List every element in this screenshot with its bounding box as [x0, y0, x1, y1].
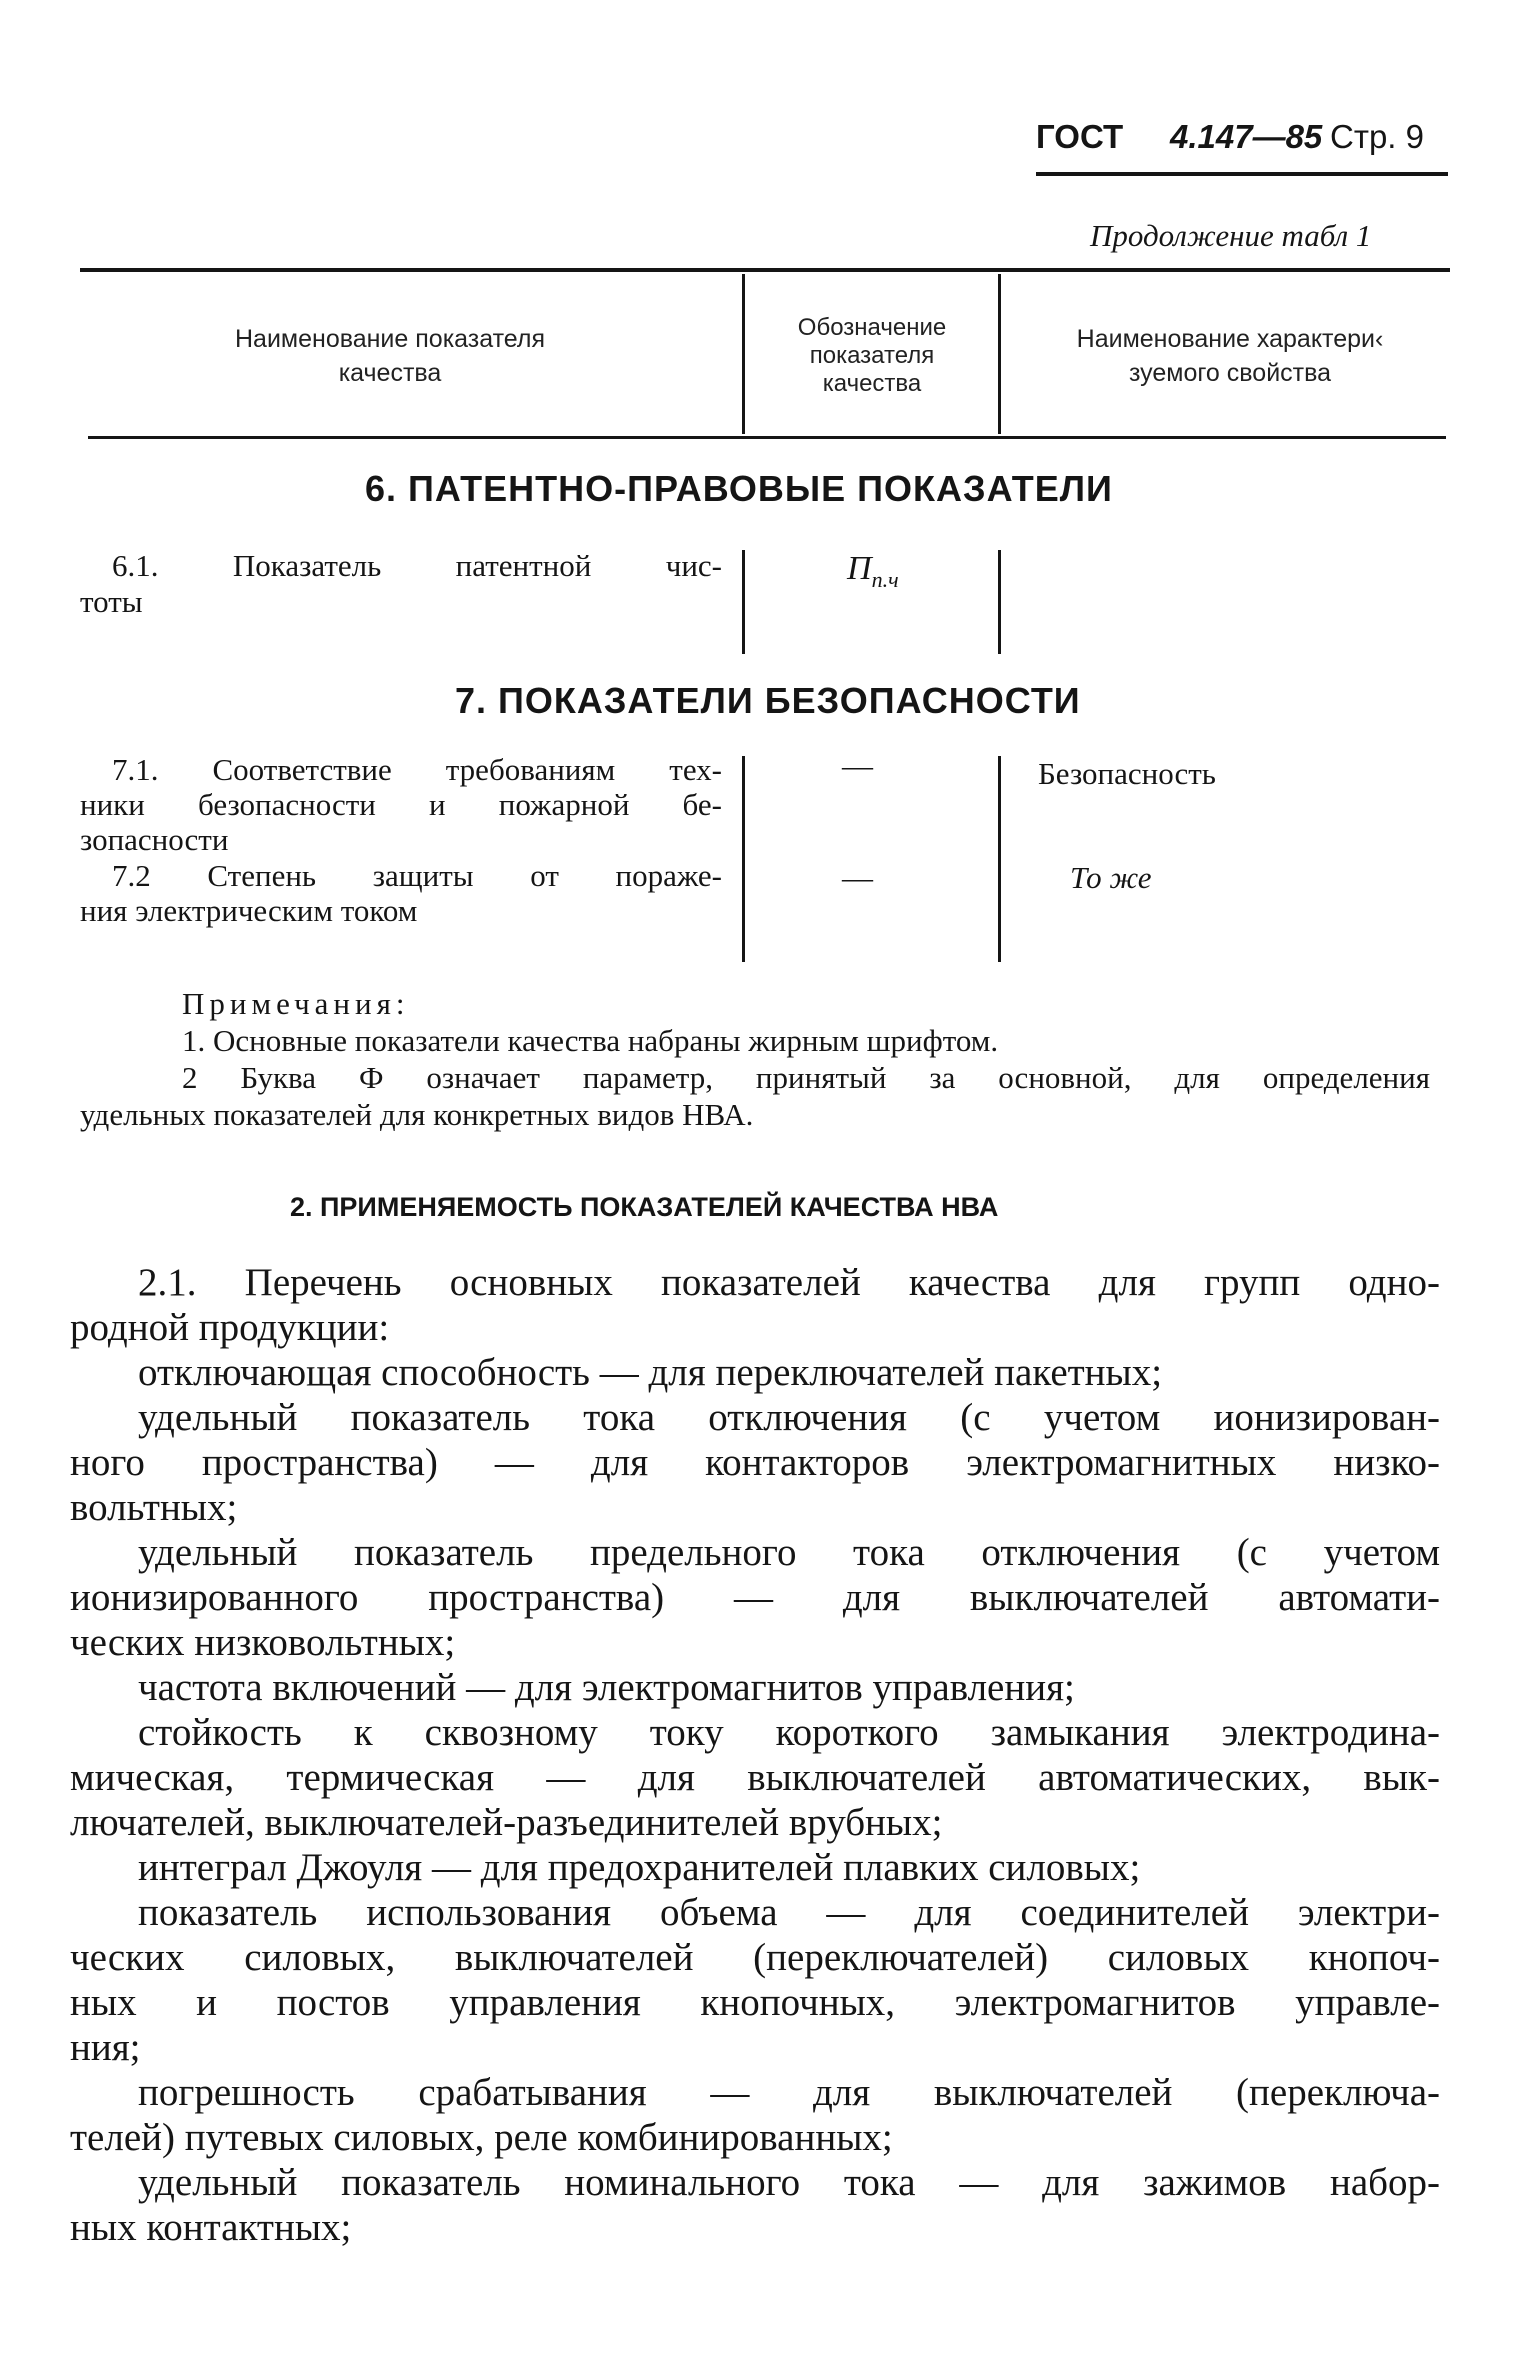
row-6-1-name-line: 6.1. Показатель патентной чис- — [112, 548, 722, 583]
column-header-line: Наименование показателя — [235, 325, 545, 353]
row-7-divider-2 — [998, 756, 1001, 962]
body-line: показатель использования объема — для соединителей электри- — [138, 1891, 1440, 1934]
body-line: мическая, термическая — для выключателей автоматических, вык- — [70, 1756, 1440, 1799]
row-6-1-name-line-2: тоты — [80, 584, 143, 619]
body-line: ческих силовых, выключателей (переключателей) силовых кнопоч- — [70, 1936, 1440, 1979]
section-heading-7: 7. ПОКАЗАТЕЛИ БЕЗОПАСНОСТИ — [455, 680, 1081, 721]
header-column-divider-1 — [742, 274, 745, 434]
column-header-line: Обозначение — [797, 314, 947, 341]
symbol-patent-purity: $П_{п.ч}$ — [847, 550, 899, 592]
column-header-line: Наименование характери‹ — [1076, 325, 1384, 353]
body-line: ния; — [70, 2026, 141, 2069]
body-line: частота включений — для электромагнитов управления; — [138, 1666, 1075, 1709]
row-7-divider-1 — [742, 756, 745, 962]
body-line: ных и постов управления кнопочных, электромагнитов управле- — [70, 1981, 1440, 2024]
body-line: погрешность срабатывания — для выключателей (переключа- — [138, 2071, 1440, 2114]
body-line: удельный показатель тока отключения (с учетом ионизирован- — [138, 1396, 1440, 1439]
row-6-divider-1 — [742, 550, 745, 654]
body-line: ионизированного пространства) — для выключателей автомати- — [70, 1576, 1440, 1619]
header-column-divider-2 — [998, 274, 1001, 434]
body-line: ческих низковольтных; — [70, 1621, 456, 1664]
row-7-2-name: 7.2 Степень защиты от пораже- ния электрическим током — [80, 858, 722, 928]
table-continuation-label: Продолжение табл 1 — [1090, 218, 1372, 253]
note-item: 1. Основные показатели качества набраны жирным шрифтом. — [182, 1023, 999, 1058]
column-header-symbol — [752, 314, 992, 398]
note-item: 2 Буква Ф означает параметр, принятый за основной, для определения — [182, 1060, 1430, 1095]
page-number: Стр. 9 — [1330, 118, 1424, 155]
column-header-line: показателя — [809, 342, 935, 369]
row-6-divider-2 — [998, 550, 1001, 654]
header-underline — [1036, 172, 1448, 176]
standard-label: ГОСТ — [1036, 118, 1124, 155]
property-ditto: То же — [1070, 860, 1152, 895]
notes-title: Примечания: — [182, 986, 410, 1021]
section-2-heading: 2. ПРИМЕНЯЕМОСТЬ ПОКАЗАТЕЛЕЙ КАЧЕСТВА НВА — [290, 1192, 999, 1222]
body-line: вольтных; — [70, 1486, 238, 1529]
column-header-line: качества — [338, 359, 442, 387]
section-heading-6: 6. ПАТЕНТНО-ПРАВОВЫЕ ПОКАЗАТЕЛИ — [365, 468, 1113, 509]
column-header-line: зуемого свойства — [1128, 359, 1332, 387]
column-header-property — [1010, 322, 1450, 390]
note-item: удельных показателей для конкретных видов НВА. — [80, 1097, 754, 1132]
table-top-rule — [80, 268, 1450, 272]
body-line: лючателей, выключателей-разъединителей врубных; — [70, 1801, 943, 1844]
body-line: удельный показатель номинального тока — для зажимов набор- — [138, 2161, 1440, 2204]
body-line: удельный показатель предельного тока отключения (с учетом — [138, 1531, 1440, 1574]
body-line: интеграл Джоуля — для предохранителей плавких силовых; — [138, 1846, 1141, 1889]
row-7-1-name: 7.1. Соответствие требованиям тех- ники безопасности и пожарной бе- зопасности — [80, 752, 722, 857]
property-safety: Безопасность — [1038, 756, 1216, 791]
body-line: 2.1. Перечень основных показателей качества для групп одно- — [138, 1261, 1440, 1304]
table-header-rule — [88, 436, 1446, 439]
column-header-line: качества — [822, 370, 922, 397]
symbol-dash: — — [842, 748, 873, 783]
body-line: стойкость к сквозному току короткого замыкания электродина- — [138, 1711, 1440, 1754]
body-line: родной продукции: — [70, 1306, 390, 1349]
symbol-dash: — — [842, 860, 873, 895]
standard-number: 4.147—85 — [1170, 118, 1323, 155]
section-2-body — [70, 1260, 1440, 2250]
body-line: ных контактных; — [70, 2206, 352, 2249]
body-line: отключающая способность — для переключателей пакетных; — [138, 1351, 1163, 1394]
body-line: телей) путевых силовых, реле комбинированных; — [70, 2116, 893, 2159]
body-line: ного пространства) — для контакторов электромагнитных низко- — [70, 1441, 1440, 1484]
column-header-indicator-name — [150, 322, 630, 390]
